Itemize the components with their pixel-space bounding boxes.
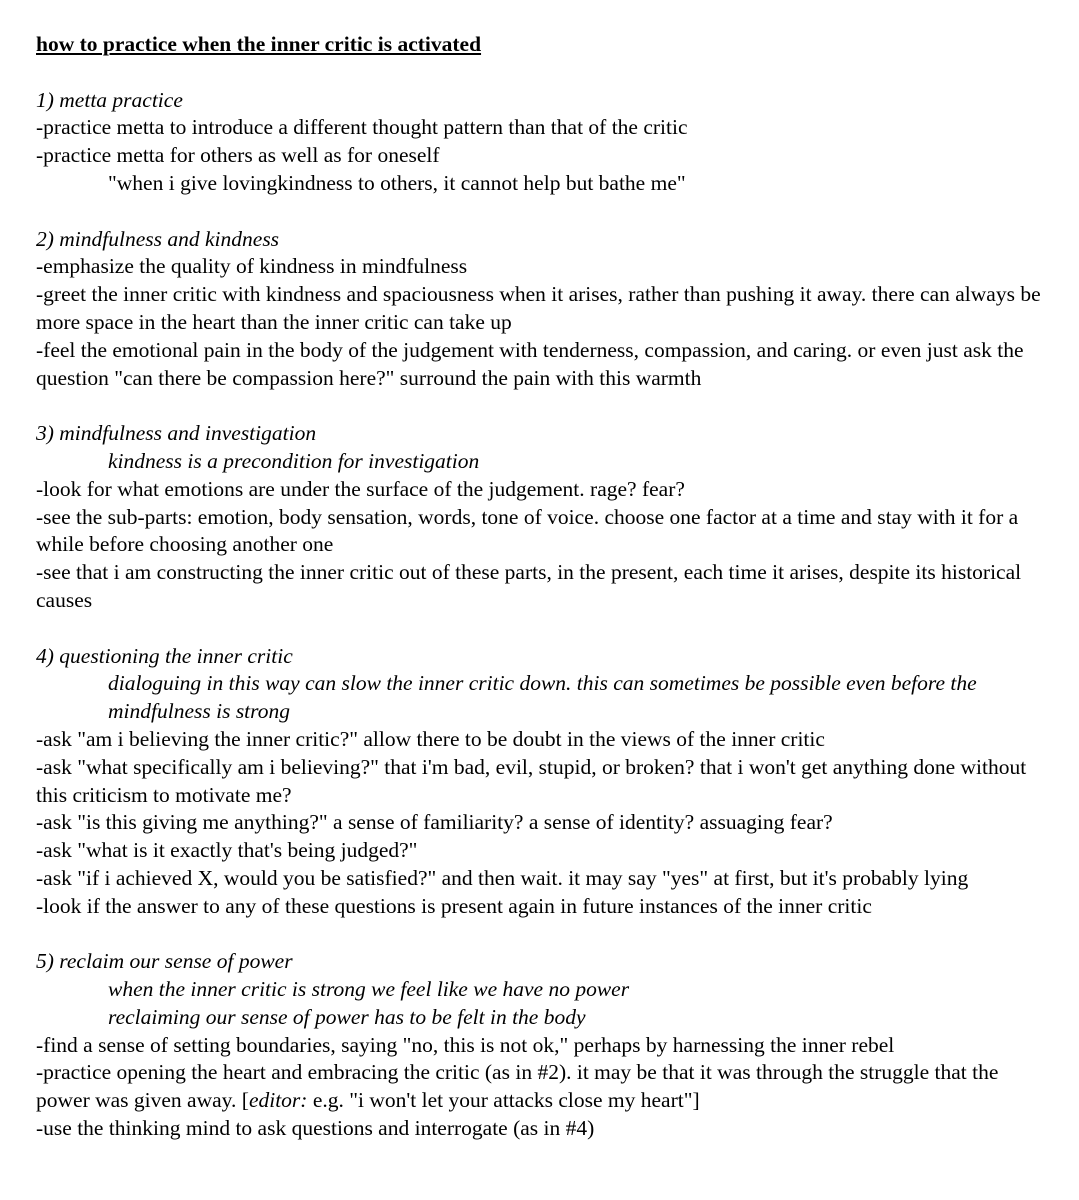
section-line: -greet the inner critic with kindness and spaciousness when it arises, rather than pushing it away. there can always be more space in the heart than the inner critic can take up [36,282,1041,334]
section-note: when the inner critic is strong we feel like we have no power [108,977,630,1002]
section-line: -look for what emotions are under the surface of the judgement. rage? fear? [36,476,685,501]
spacer [36,392,1056,420]
section-note: reclaiming our sense of power has to be felt in the body [108,1004,586,1029]
spacer [36,198,1056,226]
section-line: -ask "is this giving me anything?" a sense of familiarity? a sense of identity? assuaging fear? [36,810,833,835]
spacer [36,921,1056,949]
section-line: -ask "if i achieved X, would you be satisfied?" and then wait. it may say "yes" at first, but it's probably lying [36,865,969,890]
section-note: kindness is a precondition for investigation [108,448,480,473]
section-reclaim-our-sense-of-power [36,948,1056,1143]
section-line: -see that i am constructing the inner critic out of these parts, in the present, each time it arises, despite its historical causes [36,560,1022,612]
section-metta-practice [36,87,1056,198]
section-heading: 3) mindfulness and investigation [36,421,317,446]
editor-line-after: e.g. "i won't let your attacks close my heart"] [307,1088,700,1113]
section-line: -practice metta to introduce a different thought pattern than that of the critic [36,115,688,140]
section-line: -emphasize the quality of kindness in mindfulness [36,254,468,279]
section-line: -see the sub-parts: emotion, body sensation, words, tone of voice. choose one factor at a time and stay with it for a while before choosing another one [36,504,1019,557]
section-line: -look if the answer to any of these questions is present again in future instances of the inner critic [36,893,872,918]
section-quote: "when i give lovingkindness to others, it cannot help but bathe me" [108,170,686,195]
section-line: -find a sense of setting boundaries, saying "no, this is not ok," perhaps by harnessing the inner rebel [36,1032,895,1057]
section-mindfulness-and-kindness [36,226,1056,393]
section-questioning-the-inner-critic [36,643,1056,921]
section-line: -practice metta for others as well as for oneself [36,143,440,168]
section-line: -use the thinking mind to ask questions and interrogate (as in #4) [36,1116,595,1141]
section-editor-line [36,1059,1056,1115]
section-line: -ask "what specifically am i believing?" that i'm bad, evil, stupid, or broken? that i won't get anything done without this criticism to motivate me? [36,754,1027,807]
spacer [36,615,1056,643]
editor-line-before: -practice opening the heart and embracing the critic (as in #2). it may be that it was through the struggle that the power was given away. [ [36,1060,999,1113]
section-mindfulness-and-investigation [36,420,1056,615]
section-line: -ask "am i believing the inner critic?" allow there to be doubt in the views of the inner critic [36,726,825,751]
editor-label: editor: [248,1088,308,1113]
section-note: dialoguing in this way can slow the inner critic down. this can sometimes be possible even before the mindfulness is strong [108,671,977,724]
section-line: -ask "what is it exactly that's being judged?" [36,838,418,863]
section-heading: 5) reclaim our sense of power [36,949,293,974]
section-heading: 1) metta practice [36,87,183,112]
section-heading: 2) mindfulness and kindness [36,226,280,251]
section-line: -feel the emotional pain in the body of the judgement with tenderness, compassion, and caring. or even just ask the question "can there be compassion here?" surround the pain with this warmth [36,337,1024,390]
document-page [36,31,1056,1143]
section-heading: 4) questioning the inner critic [36,643,293,668]
spacer [36,59,1056,87]
document-title: how to practice when the inner critic is activated [36,32,482,56]
